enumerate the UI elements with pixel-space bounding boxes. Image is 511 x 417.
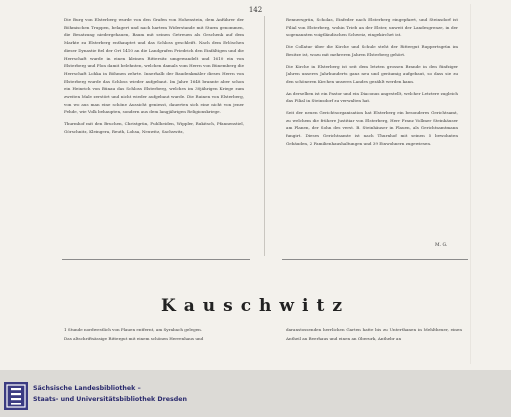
bottom-left-line-1: 1 Stunde nordwestlich von Plauen entfernt, am Syrabach gelegen.	[64, 327, 203, 332]
right-paragraph-5: Seit der neuen Gerichtsorganisation hat Elsterberg ein besonderes Gerichtsamt, zu welchem die frühere Justitiar von Elsterberg, Herr Franz Vollmer Steinhäuser am Planen, der Sohn des verst. B. Steinhäuser in Plauen, als Gerichtsamtmann fungirt. Dieses Gerichtsamte ist nach Thurnhof mit seinen 5 bewohnten Gebäuden, 2 Familienhaushaltungen und 39 Einwohnern zugewiesen.	[286, 110, 458, 146]
page-number: 142	[248, 6, 263, 14]
library-logo-icon	[4, 382, 28, 410]
left-paragraph-1: Die Burg von Elsterberg wurde von den Grafen von Hohenstein, dem Anführer der Böhmischen Truppen, belagert und nach hartem Widerstande mit Sturm genommen, die Besatzung niedergehauen, Baum mit seinen Getreuen als Geschenk auf dem Markte zu Elsterberg enthauptet und das Schloss geschleift. Nach dem Erlöschen dieser Dynastie fiel der Ort 1410 an die Landgrafen Friedrich den Einfältigen und die Herrschaft wurde in einen kleinen Rittersitz umgewandelt und 1610 ein von Elsterberg und Plon damit belehnten, welchen damals vom Herrn von Bünemberg die Herrschaft Lohka in Böhmen zehrte. Innerhalb der Baudenkmäler dieses Herrn von Elsterberg wurde das Schloss wieder aufgebaut. Im Jahre 1648 brannte aber schon ein Heinrich von Bünau das Schloss Elsterberg, welches im 30jährigen Kriege zum zweiten Male zerstört und nicht wieder aufgebaut wurde. Die Ruinen von Elsterberg, von wo aus man eine schöne Aussicht geniesst, dauerten sich eine nicht von jener Fehde, wie Volk behaupten, sondern aus dem langjährigen Religionskriege.	[64, 17, 244, 115]
bottom-right-paragraph: daranstossenden herrlichen Garten hatte bis zu Unterthanen in Mehltheuer, einen Antheil an Beerhaus und einen an Oberurk, Anthebr an	[286, 327, 462, 341]
right-paragraph-2: Die Collatur über die Kirche und Schule steht der Rittergut Ruppertsgrün im Besitze ist, wozu mit mehreren Jahren Elsterberg gehört.	[286, 44, 458, 57]
right-paragraph-1: Rennersgrün, Scholas, Einfeder nach Elsterberg eingepfarrt, und Steinsdorf ist Filial von Elsterberg, wohin Trieb an der Elster, unweit der Landesgrenze, in der sogenannten voigtländischen Schweiz, eingekirchet ist.	[286, 17, 458, 38]
bottom-left-column	[64, 325, 254, 343]
bottom-left-line-2: Das altschriftsässige Rittergut mit einem schönen Herrenhaus und	[64, 336, 204, 341]
left-paragraph-2: Thurmhof mit den Bruchen, Christgrün, Fuhlheiden, Wippler, Rukitsch, Pfannenstiel, Görschnitz, Kleingera, Reuth, Lohsa, Neuwitz, Sachswitz,	[64, 121, 244, 134]
right-paragraph-3: Die Kirche in Elsterberg ist seit dem letzten grossen Brande in den fünfziger Jahren unseres Jahrhunderts ganz neu und geräumig aufgebaut, so dass sie zu den schöneren Kirchen unseres Landes gezählt werden kann.	[286, 63, 458, 84]
library-footer	[0, 370, 511, 417]
author-signature: M. G.	[435, 243, 448, 248]
section-rule-left	[62, 259, 250, 260]
left-column	[64, 16, 244, 221]
section-heading: Kauschwitz	[160, 296, 351, 316]
footer-line-2: Staats- und Universitätsbibliothek Dresden	[33, 396, 188, 403]
footer-line-1: Sächsische Landesbibliothek –	[33, 385, 141, 392]
bottom-right-column	[286, 325, 462, 343]
section-rule-right	[282, 259, 468, 260]
column-divider	[264, 16, 265, 256]
right-paragraph-4: An derselben ist ein Pastor und ein Diaconus angestellt, welcher Letztere zugleich das Filial in Steinsdorf zu verwalten hat.	[286, 90, 458, 104]
right-column	[286, 16, 458, 252]
